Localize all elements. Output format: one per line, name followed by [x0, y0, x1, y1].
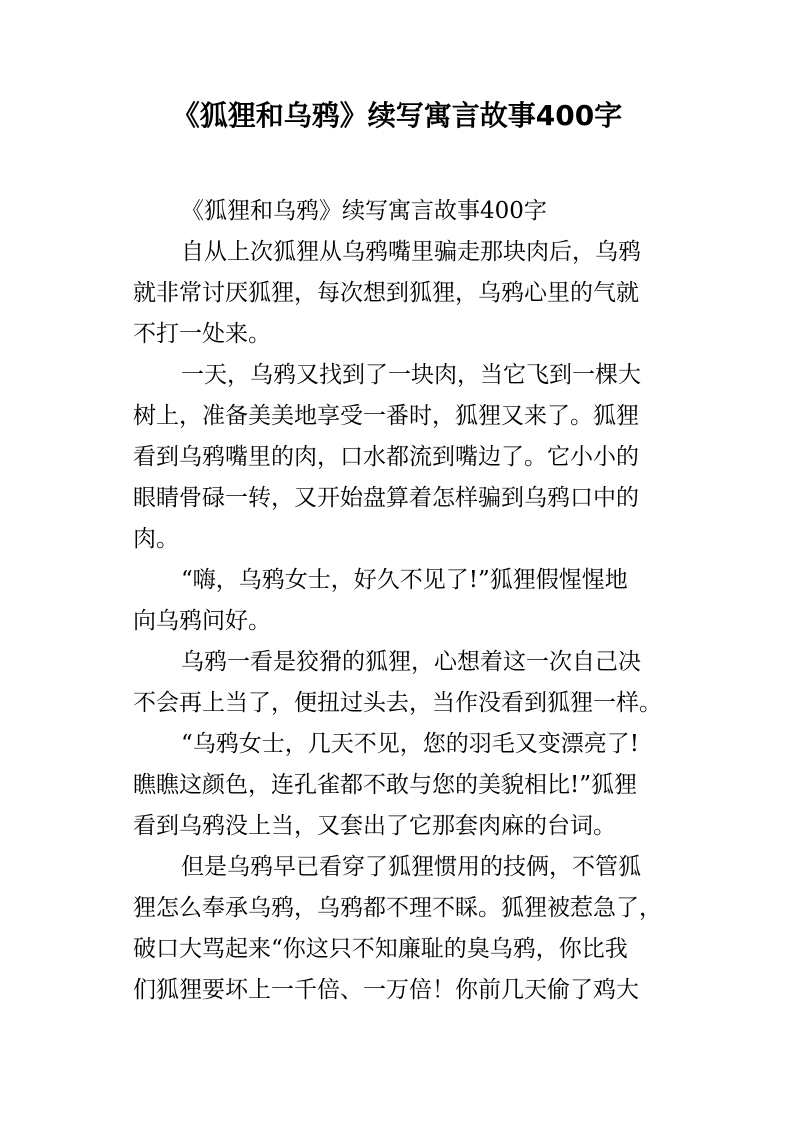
text-line: 瞧瞧这颜色，连孔雀都不敢与您的美貌相比!”狐狸	[133, 772, 638, 798]
text-line: 不会再上当了，便扭过头去，当作没看到狐狸一样。	[133, 690, 662, 716]
text-line: 肉。	[133, 526, 179, 552]
text-line: 就非常讨厌狐狸，每次想到狐狸，乌鸦心里的气就	[133, 280, 639, 306]
document-body	[133, 191, 673, 1011]
text-line: 眼睛骨碌一转，又开始盘算着怎样骗到乌鸦口中的	[133, 485, 639, 511]
text-line: 不打一处来。	[133, 321, 271, 347]
document-title: 《狐狸和乌鸦》续写寓言故事400字	[171, 99, 623, 132]
text-line: “乌鸦女士，几天不见，您的羽毛又变漂亮了!	[181, 731, 640, 757]
text-line: “嗨，乌鸦女士，好久不见了!”狐狸假惺惺地	[181, 567, 628, 593]
text-line: 一天，乌鸦又找到了一块肉，当它飞到一棵大	[181, 362, 641, 388]
text-line: 但是乌鸦早已看穿了狐狸惯用的技俩，不管狐	[181, 854, 641, 880]
text-line: 乌鸦一看是狡猾的狐狸，心想着这一次自己决	[181, 649, 641, 675]
text-line: 树上，准备美美地享受一番时，狐狸又来了。狐狸	[133, 403, 639, 429]
text-line: 们狐狸要坏上一千倍、一万倍！你前几天偷了鸡大	[133, 977, 639, 1003]
text-line: 看到乌鸦嘴里的肉，口水都流到嘴边了。它小小的	[133, 444, 639, 470]
text-line: 破口大骂起来“你这只不知廉耻的臭乌鸦，你比我	[133, 936, 628, 962]
text-line: 向乌鸦问好。	[133, 608, 271, 634]
text-line: 狸怎么奉承乌鸦，乌鸦都不理不睬。狐狸被惹急了，	[133, 895, 662, 921]
text-line: 自从上次狐狸从乌鸦嘴里骗走那块肉后，乌鸦	[181, 239, 641, 265]
text-line: 看到乌鸦没上当，又套出了它那套肉麻的台词。	[133, 813, 616, 839]
text-line: 《狐狸和乌鸦》续写寓言故事400字	[181, 198, 547, 224]
